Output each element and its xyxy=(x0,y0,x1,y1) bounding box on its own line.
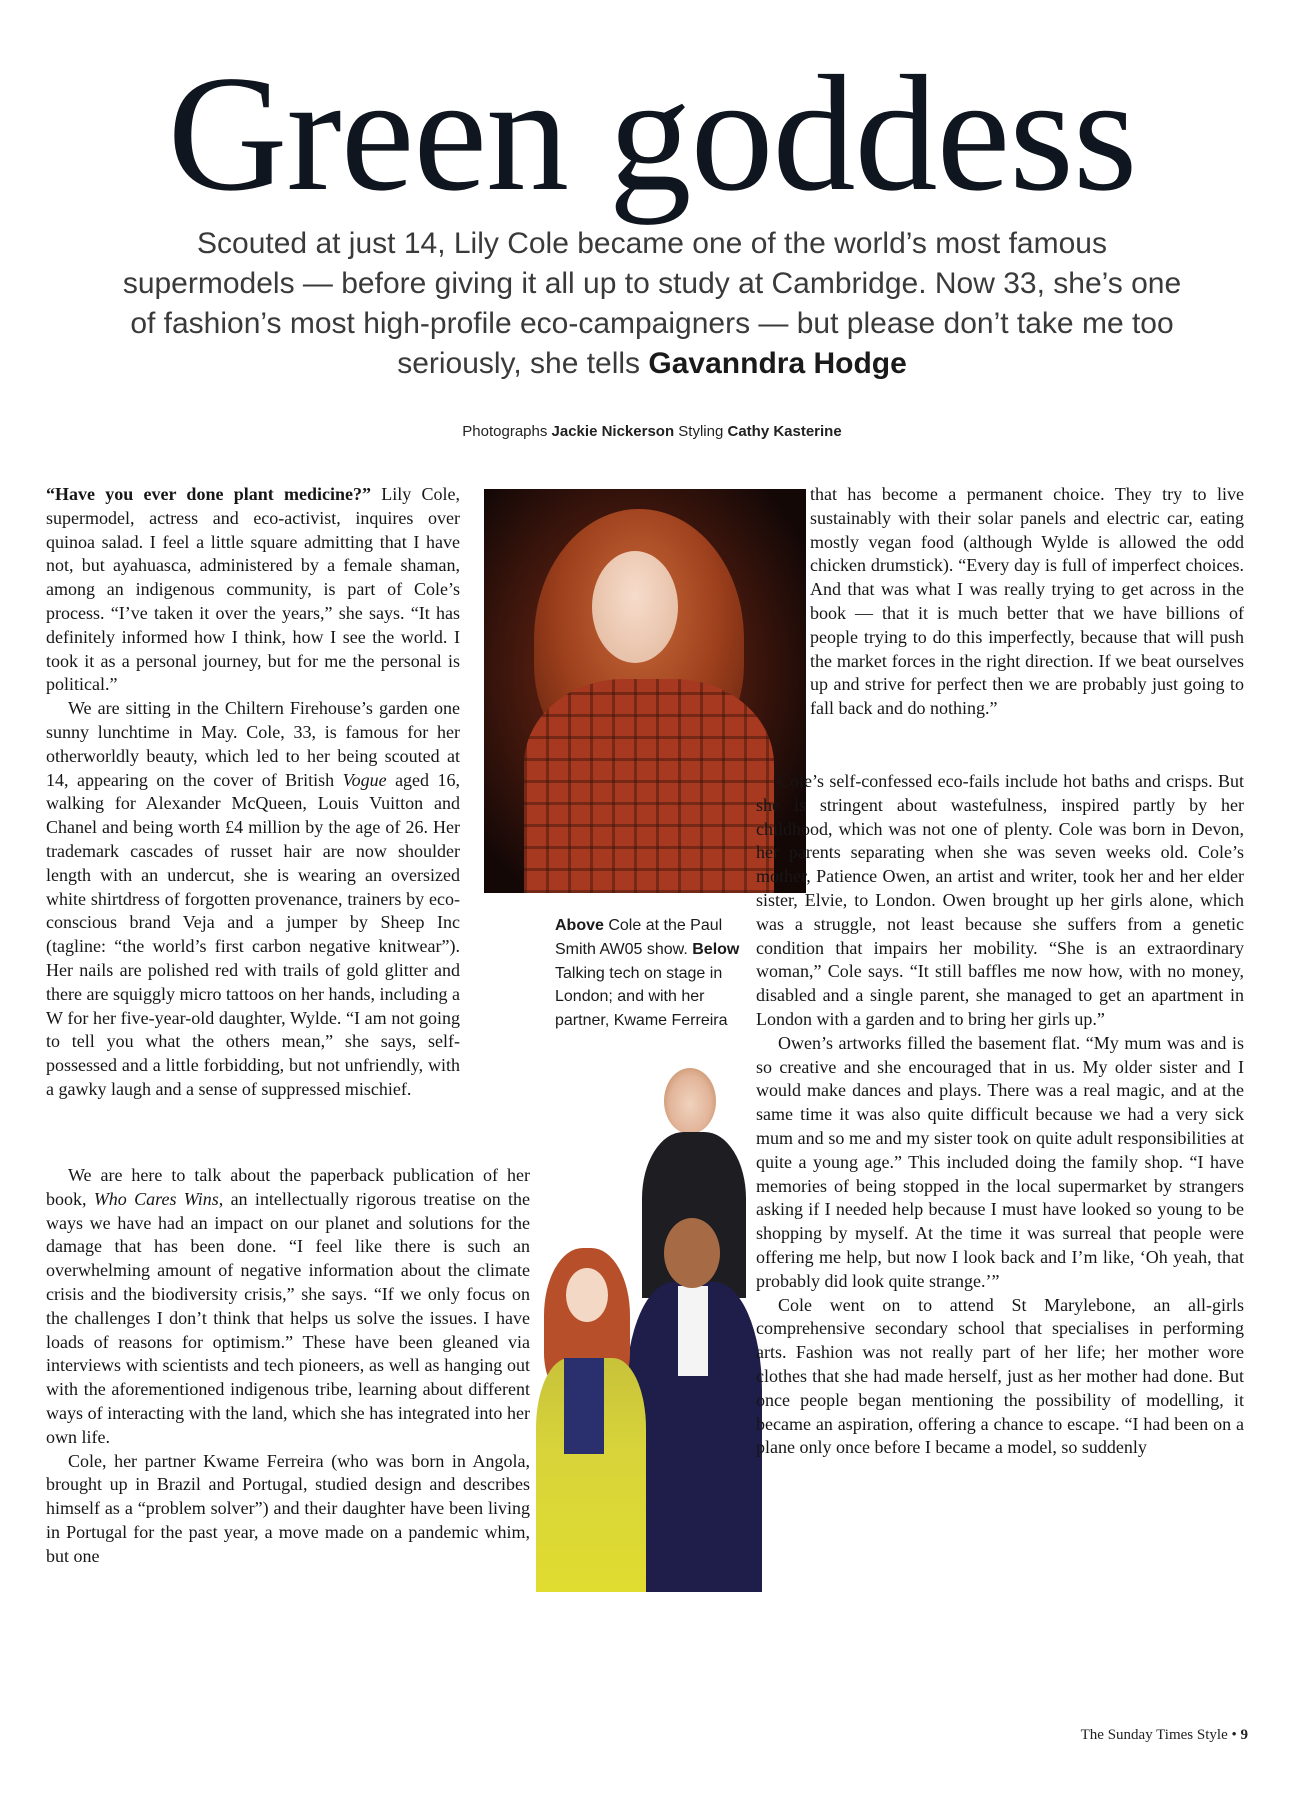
paragraph-1: “Have you ever done plant medicine?” Lily Cole, supermodel, actress and eco-activist, inquires over quinoa salad. I feel a little square admitting that I have not, but ayahuasca, administered by a female shaman, among an indigenous community, is part of Cole’s process. “I’ve taken it over the years,” she says. “It has definitely informed how I think, how I see the world. I took it as a personal journey, but for me the personal is political.” xyxy=(46,484,461,695)
page-footer: The Sunday Times Style • 9 xyxy=(1080,1727,1248,1743)
photo-credits xyxy=(0,423,1304,440)
vogue-title: Vogue xyxy=(342,769,387,790)
photo-tartan-coat xyxy=(524,679,774,893)
stylist-name: Cathy Kasterine xyxy=(727,423,842,440)
paragraph-6: Cole’s self-confessed eco-fails include hot baths and crisps. But she is stringent about wastefulness, inspired partly by her childhood, which was not one of plenty. Cole was born in Devon, her parents separating when she was seven weeks old. Cole’s mother, Patience Owen, an artist and writer, took her and her elder sister, Elvie, to London. Owen brought up her girls alone, which was a struggle, not least because she suffers from a genetic condition that impairs her mobility. “She is an extraordinary woman,” Cole says. “It still baffles me now how, with no money, disabled and a single parent, she managed to get an apartment in London with a garden and to bring her girls up.” xyxy=(756,771,1244,1029)
lead-quote: “Have you ever done plant medicine?” xyxy=(46,484,371,504)
standfirst xyxy=(120,224,1184,384)
headline: Green goddess xyxy=(167,41,1137,225)
standfirst-text: Scouted at just 14, Lily Cole became one of the world’s most famous supermodels — before giving it all up to study at Cambridge. Now 33, she’s one of fashion’s most high-profile eco-campaigners — but please don’t take me too seriously, she tells xyxy=(122,227,1182,380)
paragraph-2: We are sitting in the Chiltern Firehouse’s garden one sunny lunchtime in May. Cole, 33, is famous for her otherworldly beauty, which led to her being scouted at 14, appearing on the cover of British Vogue aged 16, walking for Alexander McQueen, Louis Vuitton and Chanel and being worth £4 million by the age of 26. Her trademark cascades of russet hair are now shoulder length with an undercut, she is wearing an oversized white shirtdress of forgotten provenance, trainers by eco-conscious brand Veja and a jumper by Sheep Inc (tagline: “the world’s first carbon negative knitwear”). Her nails are polished red with trails of gold glitter and there are squiggly micro tattoos on her hands, including a W for her five-year-old daughter, Wylde. “I am not going to tell you what the others mean,” she says, self-possessed and a little forbidding, but not unfriendly, with a gawky laugh and a sense of suppressed mischief. xyxy=(46,698,460,1099)
paragraph-7: Owen’s artworks filled the basement flat. “My mum was and is so creative and she encouraged that in us. My older sister and I would make dances and plays. There was a real magic, and at the same time it was also quite difficult because we had a very sick mum and so me and my sister took on quite adult responsibilities at quite a young age.” This included doing the family shop. “I have memories of being stopped in the local supermarket by strangers asking if I needed help because I must have looked so young to be shopping by myself. At the time it was surreal that people were offering me help, but now I look back and I’m like, ‘Oh yeah, that probably did look quite strange.’” xyxy=(756,1032,1244,1291)
paragraph-5: that has become a permanent choice. They try to live sustainably with their solar panels and electric car, eating mostly vegan food (although Wylde is allowed the odd chicken drumstick). “Every day is full of imperfect choices. And that was what I was really trying to get across in the book — that it is much better that we have billions of people trying to do this imperfectly, because that will push the market forces in the right direction. If we beat ourselves up and strive for perfect then we are probably just going to fall back and do nothing.” xyxy=(810,484,1244,719)
book-title: Who Cares Wins xyxy=(93,1188,219,1209)
article-column-1-lower xyxy=(46,1164,530,1569)
standfirst-author: Gavanndra Hodge xyxy=(648,347,907,380)
photo-caption: Above Cole at the Paul Smith AW05 show. Below Talking tech on stage in London; and with her partner, Kwame Ferreira xyxy=(555,917,740,1030)
cutout-cole-yellow-dress xyxy=(530,1248,650,1592)
page-number: 9 xyxy=(1240,1727,1248,1743)
article-column-3 xyxy=(756,770,1244,1460)
photographer-name: Jackie Nickerson xyxy=(551,423,675,440)
paragraph-4: Cole, her partner Kwame Ferreira (who was born in Angola, brought up in Brazil and Portugal, studied design and describes himself as a “problem solver”) and their daughter have been living in Portugal for the past year, a move made on a pandemic whim, but one xyxy=(46,1450,530,1566)
paragraph-8: Cole went on to attend St Marylebone, an all-girls comprehensive secondary school that specialises in performing arts. Fashion was not really part of her life; her mother wore clothes that she had made herself, just as her mother had done. But once people began mentioning the possibility of modelling, it became an aspiration, offering a chance to escape. “I had been on a plane only once before I became a model, so suddenly xyxy=(756,1294,1244,1458)
photographs-label: Photographs xyxy=(462,423,548,440)
styling-label: Styling xyxy=(678,423,724,440)
cutout-photos xyxy=(530,1068,762,1592)
paragraph-3: We are here to talk about the paperback publication of her book, Who Cares Wins, an intellectually rigorous treatise on the ways we have had an impact on our planet and solutions for the damage that has been done. “I feel like there is such an overwhelming amount of negative information about the climate crisis and the biodiversity crisis,” she says. “If we only focus on the challenges I don’t think that helps us solve the issues. I have loads of reasons for optimism.” These have been gleaned via interviews with scientists and tech pioneers, as well as hanging out with the aforementioned indigenous tribe, learning about different ways of interacting with the land, which she has integrated into her own life. xyxy=(46,1165,530,1447)
photo-face xyxy=(592,551,678,663)
publication-name: The Sunday Times Style xyxy=(1080,1727,1228,1743)
article-column-3-top xyxy=(810,483,1244,721)
article-column-1 xyxy=(46,483,460,1102)
